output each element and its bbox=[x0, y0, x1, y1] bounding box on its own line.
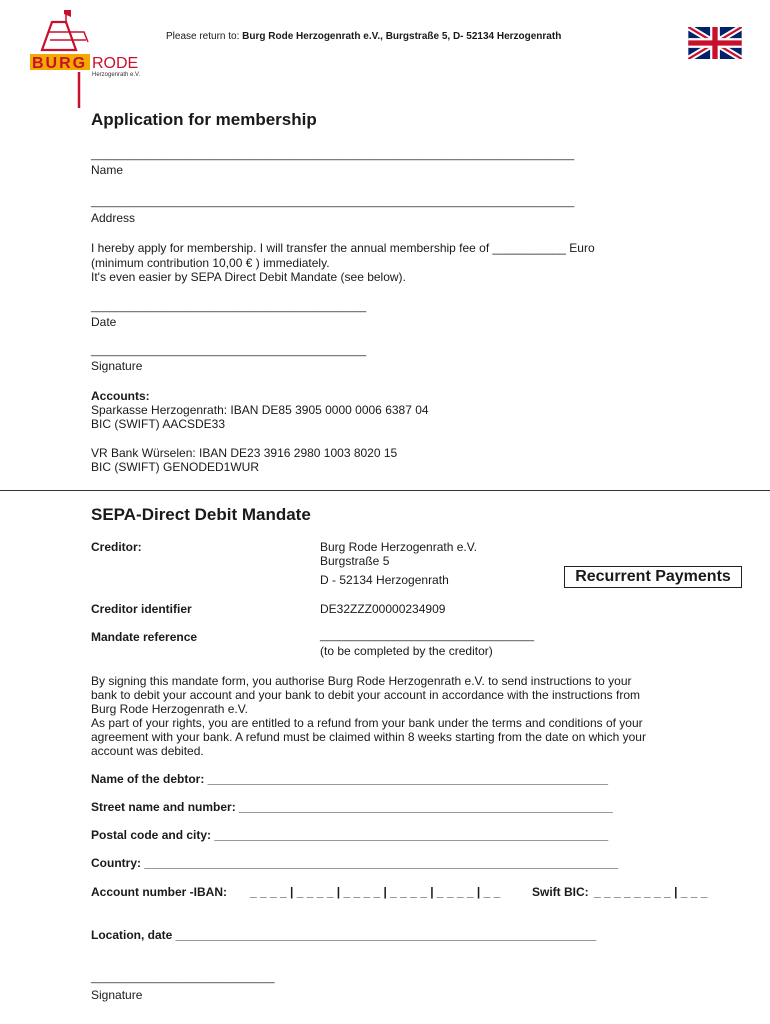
signature-field-line[interactable]: _____________________________________________ bbox=[91, 345, 367, 357]
creditor-identifier-value: DE32ZZZ00000234909 bbox=[320, 602, 446, 616]
mandate-paragraph-line-1: By signing this mandate form, you authorise Burg Rode Herzogenrath e.V. to send instructions to your bbox=[91, 674, 632, 688]
date-field-line[interactable]: _____________________________________________ bbox=[91, 301, 367, 313]
iban-label: Account number -IBAN: bbox=[91, 885, 227, 899]
country-field[interactable]: Country: _______________________________________________________________________ bbox=[91, 856, 619, 870]
debtor-signature-label: Signature bbox=[91, 988, 143, 1002]
apply-text-line-2: (minimum contribution 10,00 € ) immediately. bbox=[91, 256, 330, 270]
union-jack-flag-icon[interactable] bbox=[688, 27, 742, 59]
iban-field[interactable]: _ _ _ _ | _ _ _ _ | _ _ _ _ | _ _ _ _ | _ _ _ _ | _ _ bbox=[250, 885, 501, 899]
apply-text-line-3: It's even easier by SEPA Direct Debit Mandate (see below). bbox=[91, 270, 406, 284]
recurrent-payments-badge: Recurrent Payments bbox=[564, 566, 742, 588]
debtor-signature-line[interactable]: ______________________________ bbox=[91, 972, 275, 984]
account-sparkasse-iban: Sparkasse Herzogenrath: IBAN DE85 3905 0000 0006 6387 04 bbox=[91, 403, 429, 417]
account-vrbank-bic: BIC (SWIFT) GENODED1WUR bbox=[91, 460, 259, 474]
signature-label: Signature bbox=[91, 359, 143, 373]
accounts-heading: Accounts: bbox=[91, 389, 150, 403]
section-divider bbox=[0, 490, 770, 491]
mandate-reference-label: Mandate reference bbox=[91, 630, 198, 644]
mandate-reference-line[interactable]: ___________________________________ bbox=[320, 630, 535, 642]
return-address-value: Burg Rode Herzogenrath e.V., Burgstraße 5, D- 52134 Herzogenrath bbox=[242, 31, 562, 42]
creditor-city: D - 52134 Herzogenrath bbox=[320, 573, 449, 587]
creditor-street: Burgstraße 5 bbox=[320, 554, 390, 568]
debtor-name-field[interactable]: Name of the debtor: ____________________________________________________________ bbox=[91, 772, 609, 786]
mandate-paragraph-line-6: account was debited. bbox=[91, 744, 204, 758]
name-label: Name bbox=[91, 163, 124, 177]
mandate-paragraph-line-4: As part of your rights, you are entitled to a refund from your bank under the terms and conditions of your bbox=[91, 716, 643, 730]
location-date-field[interactable]: Location, date _______________________________________________________________ bbox=[91, 928, 597, 942]
creditor-identifier-label: Creditor identifier bbox=[91, 602, 192, 616]
mandate-reference-note: (to be completed by the creditor) bbox=[320, 644, 493, 658]
bic-field[interactable]: _ _ _ _ _ _ _ _ | _ _ _ bbox=[594, 885, 708, 899]
logo-roof bbox=[42, 22, 76, 50]
application-title: Application for membership bbox=[91, 110, 317, 129]
address-field-line[interactable]: _______________________________________________________________________________ bbox=[91, 196, 575, 208]
apply-text-line-1: I hereby apply for membership. I will transfer the annual membership fee of ___________ Euro bbox=[91, 241, 595, 255]
sepa-title: SEPA-Direct Debit Mandate bbox=[91, 505, 311, 524]
logo-rode-text: RODE bbox=[92, 55, 139, 72]
bic-label: Swift BIC: bbox=[532, 885, 589, 899]
logo-flag-mark bbox=[64, 10, 71, 17]
date-label: Date bbox=[91, 315, 117, 329]
return-address bbox=[166, 31, 561, 42]
logo-subtitle-text: Herzogenrath e.V. bbox=[92, 72, 141, 78]
creditor-name: Burg Rode Herzogenrath e.V. bbox=[320, 540, 477, 554]
account-sparkasse-bic: BIC (SWIFT) AACSDE33 bbox=[91, 417, 226, 431]
name-field-line[interactable]: _______________________________________________________________________________ bbox=[91, 149, 575, 161]
return-prefix: Please return to: bbox=[166, 31, 240, 42]
postal-city-field[interactable]: Postal code and city: ___________________________________________________________ bbox=[91, 828, 609, 842]
logo-burg-text: BURG bbox=[32, 55, 88, 72]
address-label: Address bbox=[91, 211, 136, 225]
mandate-paragraph-line-2: bank to debit your account and your bank to debit your account in accordance with the instructions from bbox=[91, 688, 640, 702]
creditor-label: Creditor: bbox=[91, 540, 142, 554]
street-field[interactable]: Street name and number: ________________________________________________________ bbox=[91, 800, 613, 814]
mandate-paragraph-line-3: Burg Rode Herzogenrath e.V. bbox=[91, 702, 248, 716]
mandate-paragraph-line-5: agreement with your bank. A refund must be claimed within 8 weeks starting from the date on which your bbox=[91, 730, 646, 744]
account-vrbank-iban: VR Bank Würselen: IBAN DE23 3916 2980 1003 8020 15 bbox=[91, 446, 398, 460]
burg-rode-logo bbox=[28, 10, 148, 110]
